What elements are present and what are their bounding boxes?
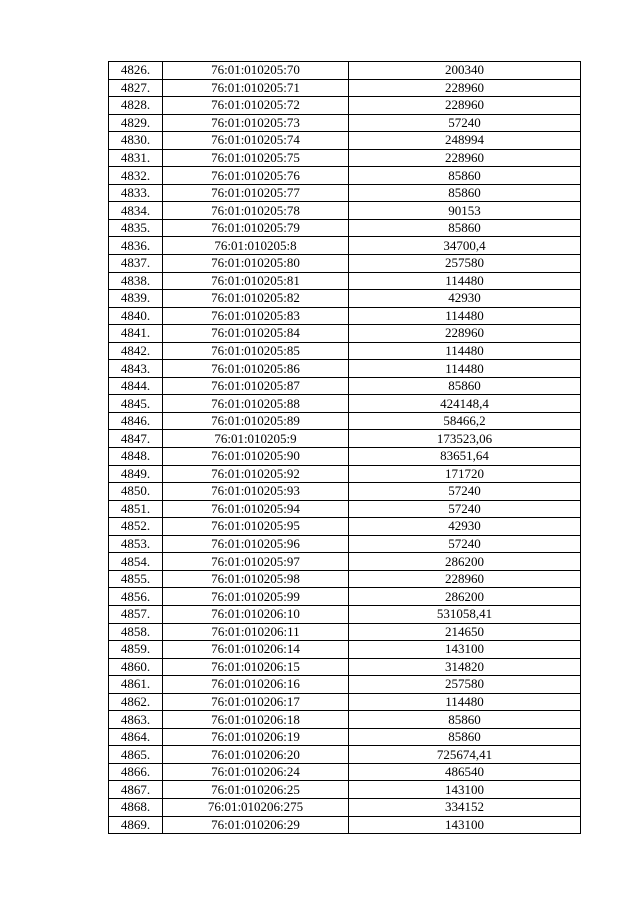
- value-cell: 725674,41: [349, 746, 581, 764]
- cadastral-number-cell: 76:01:010205:97: [163, 553, 349, 571]
- row-number-cell: 4848.: [109, 448, 163, 466]
- cadastral-number-cell: 76:01:010205:90: [163, 448, 349, 466]
- table-row: [109, 412, 581, 430]
- value-cell: 173523,06: [349, 430, 581, 448]
- table-row: [109, 255, 581, 273]
- table-row: [109, 641, 581, 659]
- row-number-cell: 4839.: [109, 290, 163, 308]
- row-number-cell: 4832.: [109, 167, 163, 185]
- value-cell: 85860: [349, 184, 581, 202]
- value-cell: 286200: [349, 588, 581, 606]
- cadastral-number-cell: 76:01:010205:83: [163, 307, 349, 325]
- row-number-cell: 4838.: [109, 272, 163, 290]
- cadastral-number-cell: 76:01:010205:92: [163, 465, 349, 483]
- table-row: [109, 588, 581, 606]
- cadastral-number-cell: 76:01:010205:82: [163, 290, 349, 308]
- value-cell: 90153: [349, 202, 581, 220]
- cadastral-number-cell: 76:01:010205:96: [163, 535, 349, 553]
- value-cell: 85860: [349, 219, 581, 237]
- row-number-cell: 4828.: [109, 97, 163, 115]
- row-number-cell: 4854.: [109, 553, 163, 571]
- value-cell: 57240: [349, 535, 581, 553]
- table-row: [109, 518, 581, 536]
- cadastral-number-cell: 76:01:010205:9: [163, 430, 349, 448]
- table-row: [109, 465, 581, 483]
- cadastral-number-cell: 76:01:010206:15: [163, 658, 349, 676]
- row-number-cell: 4847.: [109, 430, 163, 448]
- cadastral-number-cell: 76:01:010205:94: [163, 500, 349, 518]
- cadastral-number-cell: 76:01:010205:99: [163, 588, 349, 606]
- cadastral-number-cell: 76:01:010205:79: [163, 219, 349, 237]
- row-number-cell: 4859.: [109, 641, 163, 659]
- value-cell: 114480: [349, 693, 581, 711]
- cadastral-number-cell: 76:01:010205:73: [163, 114, 349, 132]
- table-row: [109, 307, 581, 325]
- cadastral-number-cell: 76:01:010206:11: [163, 623, 349, 641]
- table-row: [109, 167, 581, 185]
- row-number-cell: 4862.: [109, 693, 163, 711]
- cadastral-number-cell: 76:01:010205:93: [163, 483, 349, 501]
- value-cell: 85860: [349, 711, 581, 729]
- cadastral-number-cell: 76:01:010205:95: [163, 518, 349, 536]
- value-cell: 228960: [349, 325, 581, 343]
- row-number-cell: 4840.: [109, 307, 163, 325]
- row-number-cell: 4826.: [109, 62, 163, 80]
- table-row: [109, 342, 581, 360]
- cadastral-number-cell: 76:01:010206:10: [163, 605, 349, 623]
- value-cell: 85860: [349, 728, 581, 746]
- table-row: [109, 377, 581, 395]
- table-row: [109, 711, 581, 729]
- table-row: [109, 816, 581, 834]
- row-number-cell: 4864.: [109, 728, 163, 746]
- table-row: [109, 62, 581, 80]
- row-number-cell: 4855.: [109, 570, 163, 588]
- value-cell: 248994: [349, 132, 581, 150]
- value-cell: 314820: [349, 658, 581, 676]
- value-cell: 58466,2: [349, 412, 581, 430]
- row-number-cell: 4841.: [109, 325, 163, 343]
- row-number-cell: 4852.: [109, 518, 163, 536]
- cadastral-number-cell: 76:01:010205:70: [163, 62, 349, 80]
- value-cell: 214650: [349, 623, 581, 641]
- value-cell: 42930: [349, 518, 581, 536]
- table-row: [109, 763, 581, 781]
- cadastral-number-cell: 76:01:010205:81: [163, 272, 349, 290]
- value-cell: 57240: [349, 483, 581, 501]
- value-cell: 114480: [349, 342, 581, 360]
- cadastral-number-cell: 76:01:010205:85: [163, 342, 349, 360]
- row-number-cell: 4844.: [109, 377, 163, 395]
- table-row: [109, 149, 581, 167]
- table-body: [109, 62, 581, 834]
- table-row: [109, 360, 581, 378]
- row-number-cell: 4845.: [109, 395, 163, 413]
- table-row: [109, 237, 581, 255]
- value-cell: 228960: [349, 570, 581, 588]
- table-row: [109, 623, 581, 641]
- table-row: [109, 114, 581, 132]
- row-number-cell: 4836.: [109, 237, 163, 255]
- table-row: [109, 325, 581, 343]
- table-row: [109, 395, 581, 413]
- row-number-cell: 4843.: [109, 360, 163, 378]
- cadastral-number-cell: 76:01:010205:72: [163, 97, 349, 115]
- row-number-cell: 4863.: [109, 711, 163, 729]
- table-row: [109, 500, 581, 518]
- cadastral-number-cell: 76:01:010206:19: [163, 728, 349, 746]
- row-number-cell: 4829.: [109, 114, 163, 132]
- table-row: [109, 553, 581, 571]
- cadastral-number-cell: 76:01:010205:86: [163, 360, 349, 378]
- table-row: [109, 798, 581, 816]
- table-row: [109, 272, 581, 290]
- cadastral-number-cell: 76:01:010206:20: [163, 746, 349, 764]
- value-cell: 114480: [349, 360, 581, 378]
- row-number-cell: 4853.: [109, 535, 163, 553]
- value-cell: 57240: [349, 500, 581, 518]
- value-cell: 143100: [349, 781, 581, 799]
- cadastral-number-cell: 76:01:010205:80: [163, 255, 349, 273]
- value-cell: 42930: [349, 290, 581, 308]
- value-cell: 486540: [349, 763, 581, 781]
- row-number-cell: 4866.: [109, 763, 163, 781]
- table-row: [109, 605, 581, 623]
- table-row: [109, 746, 581, 764]
- row-number-cell: 4860.: [109, 658, 163, 676]
- table-row: [109, 483, 581, 501]
- cadastral-number-cell: 76:01:010205:89: [163, 412, 349, 430]
- cadastral-value-table: [108, 61, 581, 834]
- cadastral-number-cell: 76:01:010205:98: [163, 570, 349, 588]
- row-number-cell: 4846.: [109, 412, 163, 430]
- table-row: [109, 202, 581, 220]
- cadastral-number-cell: 76:01:010206:275: [163, 798, 349, 816]
- table-row: [109, 448, 581, 466]
- table-row: [109, 430, 581, 448]
- cadastral-number-cell: 76:01:010206:29: [163, 816, 349, 834]
- value-cell: 34700,4: [349, 237, 581, 255]
- value-cell: 286200: [349, 553, 581, 571]
- value-cell: 143100: [349, 641, 581, 659]
- cadastral-number-cell: 76:01:010206:17: [163, 693, 349, 711]
- cadastral-number-cell: 76:01:010206:14: [163, 641, 349, 659]
- row-number-cell: 4856.: [109, 588, 163, 606]
- row-number-cell: 4849.: [109, 465, 163, 483]
- row-number-cell: 4865.: [109, 746, 163, 764]
- table-row: [109, 184, 581, 202]
- table-row: [109, 97, 581, 115]
- value-cell: 424148,4: [349, 395, 581, 413]
- cadastral-number-cell: 76:01:010206:25: [163, 781, 349, 799]
- value-cell: 228960: [349, 79, 581, 97]
- value-cell: 171720: [349, 465, 581, 483]
- value-cell: 143100: [349, 816, 581, 834]
- cadastral-number-cell: 76:01:010205:75: [163, 149, 349, 167]
- table-row: [109, 290, 581, 308]
- table-row: [109, 132, 581, 150]
- value-cell: 114480: [349, 272, 581, 290]
- row-number-cell: 4850.: [109, 483, 163, 501]
- row-number-cell: 4837.: [109, 255, 163, 273]
- value-cell: 334152: [349, 798, 581, 816]
- table-row: [109, 219, 581, 237]
- cadastral-number-cell: 76:01:010205:76: [163, 167, 349, 185]
- row-number-cell: 4835.: [109, 219, 163, 237]
- value-cell: 228960: [349, 149, 581, 167]
- cadastral-number-cell: 76:01:010206:16: [163, 676, 349, 694]
- value-cell: 83651,64: [349, 448, 581, 466]
- cadastral-number-cell: 76:01:010206:18: [163, 711, 349, 729]
- value-cell: 257580: [349, 676, 581, 694]
- value-cell: 257580: [349, 255, 581, 273]
- cadastral-number-cell: 76:01:010205:87: [163, 377, 349, 395]
- row-number-cell: 4833.: [109, 184, 163, 202]
- cadastral-number-cell: 76:01:010205:74: [163, 132, 349, 150]
- table-row: [109, 676, 581, 694]
- row-number-cell: 4842.: [109, 342, 163, 360]
- value-cell: 57240: [349, 114, 581, 132]
- cadastral-number-cell: 76:01:010205:88: [163, 395, 349, 413]
- row-number-cell: 4830.: [109, 132, 163, 150]
- table-row: [109, 535, 581, 553]
- value-cell: 114480: [349, 307, 581, 325]
- row-number-cell: 4858.: [109, 623, 163, 641]
- cadastral-number-cell: 76:01:010205:78: [163, 202, 349, 220]
- cadastral-number-cell: 76:01:010205:8: [163, 237, 349, 255]
- cadastral-number-cell: 76:01:010205:71: [163, 79, 349, 97]
- row-number-cell: 4834.: [109, 202, 163, 220]
- table-row: [109, 728, 581, 746]
- row-number-cell: 4831.: [109, 149, 163, 167]
- row-number-cell: 4851.: [109, 500, 163, 518]
- cadastral-number-cell: 76:01:010205:84: [163, 325, 349, 343]
- value-cell: 85860: [349, 377, 581, 395]
- value-cell: 228960: [349, 97, 581, 115]
- table-row: [109, 781, 581, 799]
- table-row: [109, 658, 581, 676]
- table-row: [109, 693, 581, 711]
- row-number-cell: 4857.: [109, 605, 163, 623]
- row-number-cell: 4867.: [109, 781, 163, 799]
- row-number-cell: 4861.: [109, 676, 163, 694]
- row-number-cell: 4868.: [109, 798, 163, 816]
- cadastral-number-cell: 76:01:010205:77: [163, 184, 349, 202]
- row-number-cell: 4827.: [109, 79, 163, 97]
- cadastral-number-cell: 76:01:010206:24: [163, 763, 349, 781]
- value-cell: 200340: [349, 62, 581, 80]
- value-cell: 85860: [349, 167, 581, 185]
- value-cell: 531058,41: [349, 605, 581, 623]
- table-row: [109, 570, 581, 588]
- row-number-cell: 4869.: [109, 816, 163, 834]
- table-row: [109, 79, 581, 97]
